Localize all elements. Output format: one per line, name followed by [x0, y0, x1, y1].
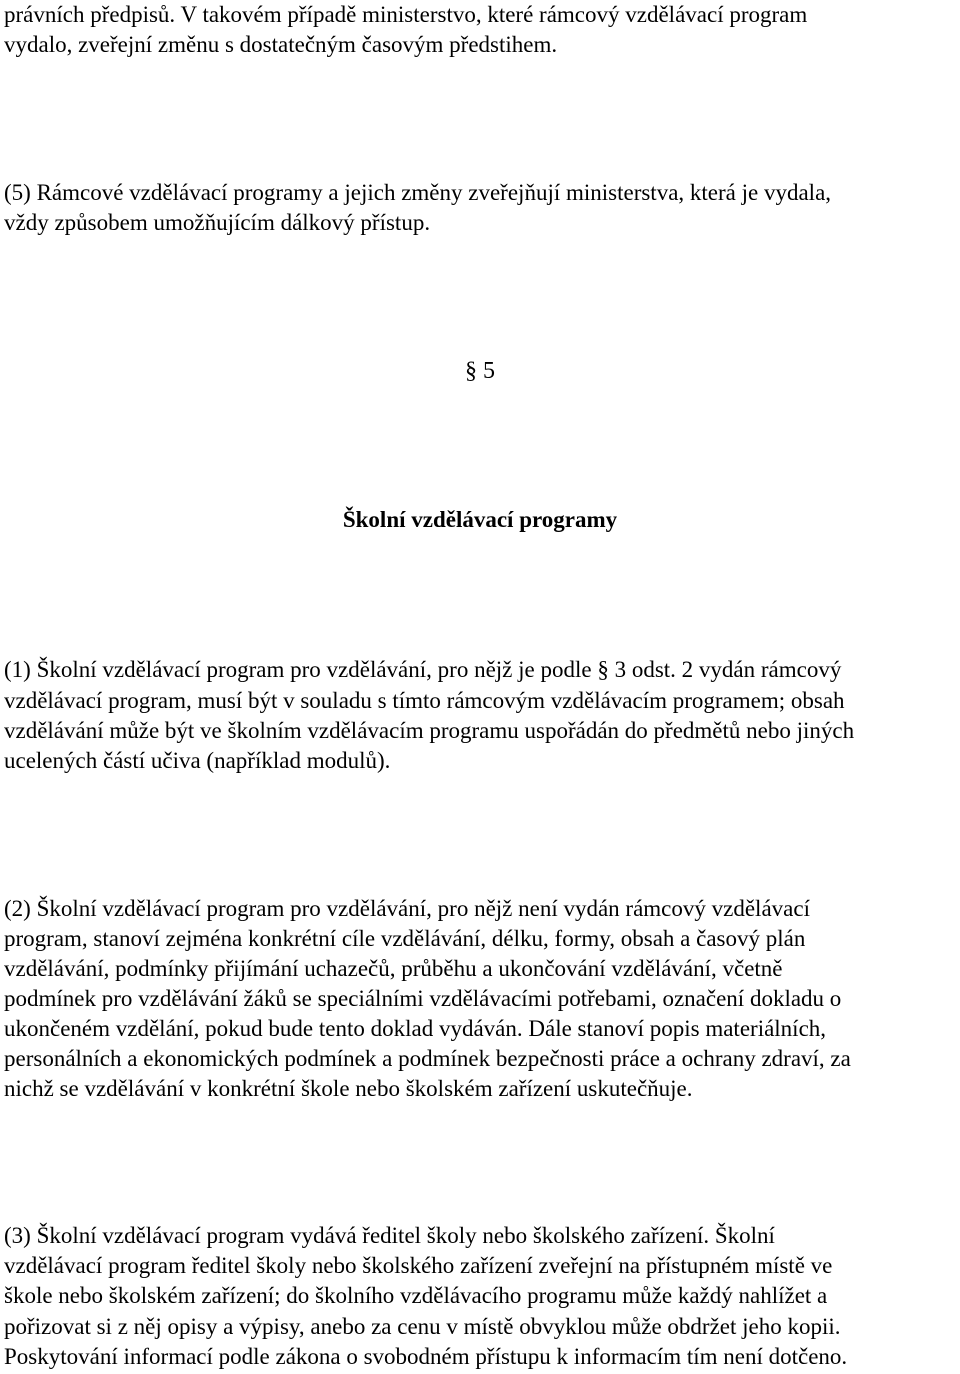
paragraph-5-line-1: (5) Rámcové vzdělávací programy a jejich změny zveřejňují ministerstva, která je vydala, [4, 180, 832, 205]
paragraph-3-line-3: škole nebo školském zařízení; do školního vzdělávacího programu může každý nahlížet a [4, 1283, 828, 1308]
intro-line-1: právních předpisů. V takovém případě ministerstvo, které rámcový vzdělávací program [4, 2, 808, 27]
paragraph-3-line-5: Poskytování informací podle zákona o svobodném přístupu k informacím tím není dotčeno. [4, 1344, 848, 1369]
paragraph-2-line-3: vzdělávání, podmínky přijímání uchazečů, průběhu a ukončování vzdělávání, včetně [4, 956, 783, 981]
paragraph-2-line-2: program, stanoví zejména konkrétní cíle vzdělávání, délku, formy, obsah a časový plán [4, 926, 806, 951]
paragraph-2-line-7: nichž se vzdělávání v konkrétní škole nebo školském zařízení uskutečňuje. [4, 1076, 693, 1101]
paragraph-2-line-1: (2) Školní vzdělávací program pro vzdělávání, pro nějž není vydán rámcový vzdělávací [4, 896, 810, 921]
paragraph-1-line-1: (1) Školní vzdělávací program pro vzdělávání, pro nějž je podle § 3 odst. 2 vydán rámcový [4, 657, 842, 682]
section-number: § 5 [465, 358, 495, 384]
paragraph-3-line-1: (3) Školní vzdělávací program vydává ředitel školy nebo školského zařízení. Školní [4, 1223, 775, 1248]
paragraph-2-line-4: podmínek pro vzdělávání žáků se speciálními vzdělávacími potřebami, označení dokladu o [4, 986, 842, 1011]
paragraph-1-line-2: vzdělávací program, musí být v souladu s tímto rámcovým vzdělávacím programem; obsah [4, 688, 845, 713]
paragraph-5-line-2: vždy způsobem umožňujícím dálkový přístup. [4, 210, 431, 235]
section-title: Školní vzdělávací programy [342, 507, 618, 532]
intro-line-2: vydalo, zveřejní změnu s dostatečným časovým předstihem. [4, 32, 558, 57]
paragraph-2-line-6: personálních a ekonomických podmínek a podmínek bezpečnosti práce a ochrany zdraví, za [4, 1046, 851, 1071]
paragraph-3-line-2: vzdělávací program ředitel školy nebo školského zařízení zveřejní na přístupném místě ve [4, 1253, 833, 1278]
paragraph-1-line-4: ucelených částí učiva (například modulů). [4, 748, 391, 773]
paragraph-2-line-5: ukončeném vzdělání, pokud bude tento doklad vydáván. Dále stanoví popis materiálních, [4, 1016, 827, 1041]
paragraph-1-line-3: vzdělávání může být ve školním vzdělávacím programu uspořádán do předmětů nebo jiných [4, 718, 855, 743]
paragraph-3-line-4: pořizovat si z něj opisy a výpisy, anebo za cenu v místě obvyklou může obdržet jeho kopii. [4, 1314, 841, 1339]
